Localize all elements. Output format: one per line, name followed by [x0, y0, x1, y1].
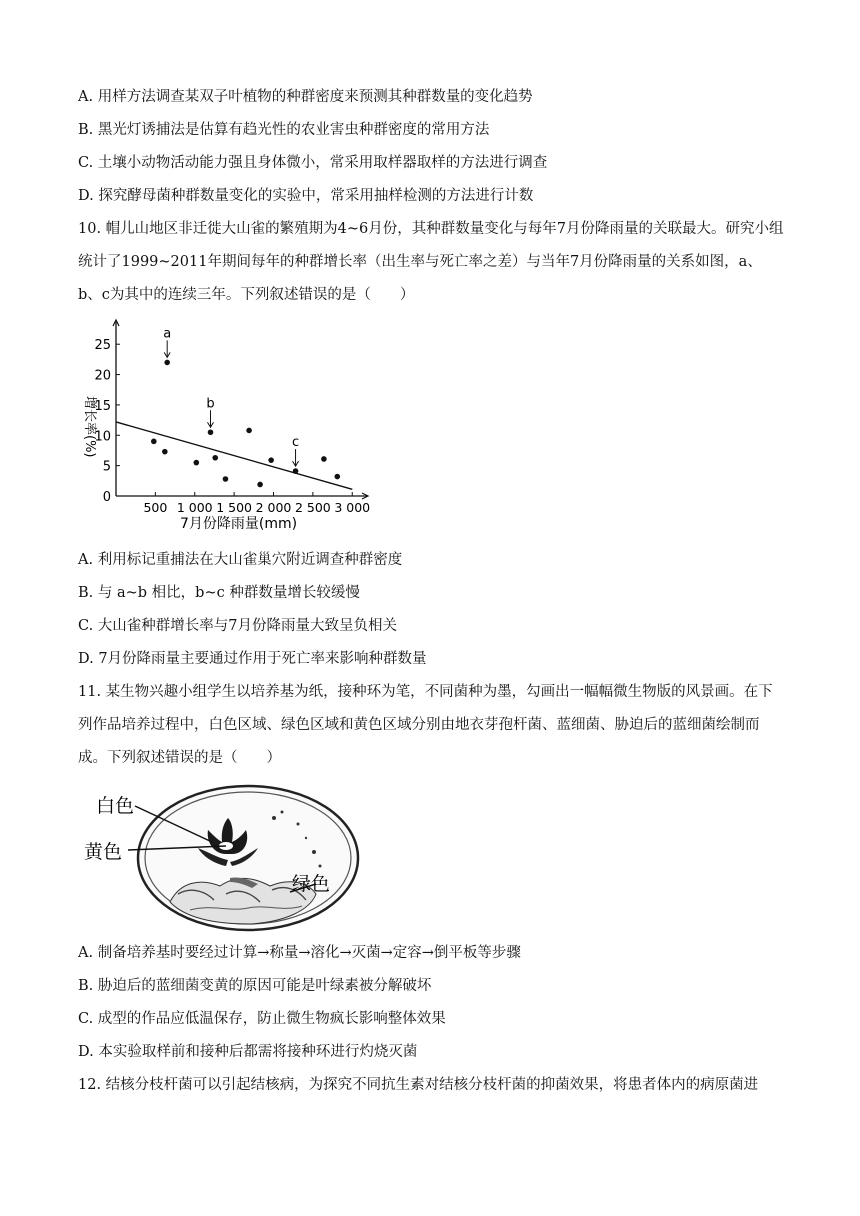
y-tick-label: 15	[94, 398, 111, 414]
q10-stem: 10. 帽儿山地区非迁徙大山雀的繁殖期为4~6月份，其种群数量变化与每年7月份降雨量的关联最大。研究小组统计了1999~2011年期间每年的种群增长率（出生率与死亡率之差）与当年7月份降雨量的关系如图，a、b、c为其中的连续三年。下列叙述错误的是（ ）	[78, 221, 784, 303]
data-point	[223, 476, 229, 482]
q11-option-c: C. 成型的作品应低温保存，防止微生物疯长影响整体效果	[78, 1011, 446, 1027]
q10-scatter-chart	[78, 318, 378, 533]
data-point	[194, 460, 200, 466]
x-tick-label: 3 000	[334, 500, 371, 515]
data-point	[208, 429, 214, 435]
q11-option-d: D. 本实验取样前和接种后都需将接种环进行灼烧灭菌	[78, 1044, 418, 1060]
q10-option-c: C. 大山雀种群增长率与7月份降雨量大致呈负相关	[78, 618, 398, 634]
data-point	[257, 482, 263, 488]
q11-option-a: A. 制备培养基时要经过计算→称量→溶化→灭菌→定容→倒平板等步骤	[78, 945, 521, 961]
y-tick-label: 25	[94, 338, 111, 354]
trend-line	[116, 422, 352, 489]
chart-axes	[113, 320, 368, 499]
data-point	[162, 449, 168, 455]
data-point	[212, 455, 218, 461]
y-tick-label: 10	[94, 429, 111, 445]
y-tick-label: 5	[102, 459, 111, 475]
q9-option-d: D. 探究酵母菌种群数量变化的实验中，常采用抽样检测的方法进行计数	[78, 188, 534, 204]
x-tick-label: 2 000	[255, 500, 292, 515]
label-yellow: 黄色	[84, 841, 123, 863]
q12-stem: 12. 结核分枝杆菌可以引起结核病，为探究不同抗生素对结核分枝杆菌的抑菌效果，将患者体内的病原菌进	[78, 1077, 759, 1093]
x-tick-label: 500	[143, 500, 168, 515]
data-point	[334, 474, 340, 480]
point-label: b	[206, 396, 215, 412]
q9-option-a: A. 用样方法调查某双子叶植物的种群密度来预测其种群数量的变化趋势	[78, 89, 533, 105]
label-green: 绿色	[292, 873, 331, 895]
data-point	[293, 468, 299, 474]
q10-option-b: B. 与 a~b 相比，b~c 种群数量增长较缓慢	[78, 585, 360, 601]
x-tick-label: 1 000	[176, 500, 213, 515]
data-point	[321, 456, 327, 462]
label-white: 白色	[96, 795, 135, 817]
q10-option-a: A. 利用标记重捕法在大山雀巢穴附近调查种群密度	[78, 552, 403, 568]
x-tick-label: 1 500	[216, 500, 253, 515]
point-label: c	[291, 435, 300, 451]
data-point	[164, 360, 170, 366]
chart-x-label: 7月份降雨量(mm)	[180, 516, 298, 532]
x-tick-label: 2 500	[294, 500, 331, 515]
chart-y-label: 增长率(%)	[82, 396, 97, 458]
q11-stem: 11. 某生物兴趣小组学生以培养基为纸，接种环为笔，不同菌种为墨，勾画出一幅幅微生物版的风景画。在下列作品培养过程中，白色区域、绿色区域和黄色区域分别由地衣芽孢杆菌、蓝细菌、胁迫后的蓝细菌绘制而成。下列叙述错误的是（ ）	[78, 684, 773, 766]
q11-option-b: B. 胁迫后的蓝细菌变黄的原因可能是叶绿素被分解破坏	[78, 978, 432, 994]
chart-points	[116, 326, 352, 489]
y-tick-label: 0	[102, 490, 111, 505]
q9-option-c: C. 土壤小动物活动能力强且身体微小，常采用取样器取样的方法进行调查	[78, 155, 548, 171]
data-point	[246, 428, 252, 434]
point-label: a	[163, 326, 172, 342]
petri-dish-figure	[80, 782, 360, 934]
q10-option-d: D. 7月份降雨量主要通过作用于死亡率来影响种群数量	[78, 651, 427, 667]
data-point	[268, 457, 274, 463]
y-tick-label: 20	[94, 368, 111, 384]
data-point	[151, 439, 157, 445]
q9-option-b: B. 黑光灯诱捕法是估算有趋光性的农业害虫种群密度的常用方法	[78, 122, 490, 138]
